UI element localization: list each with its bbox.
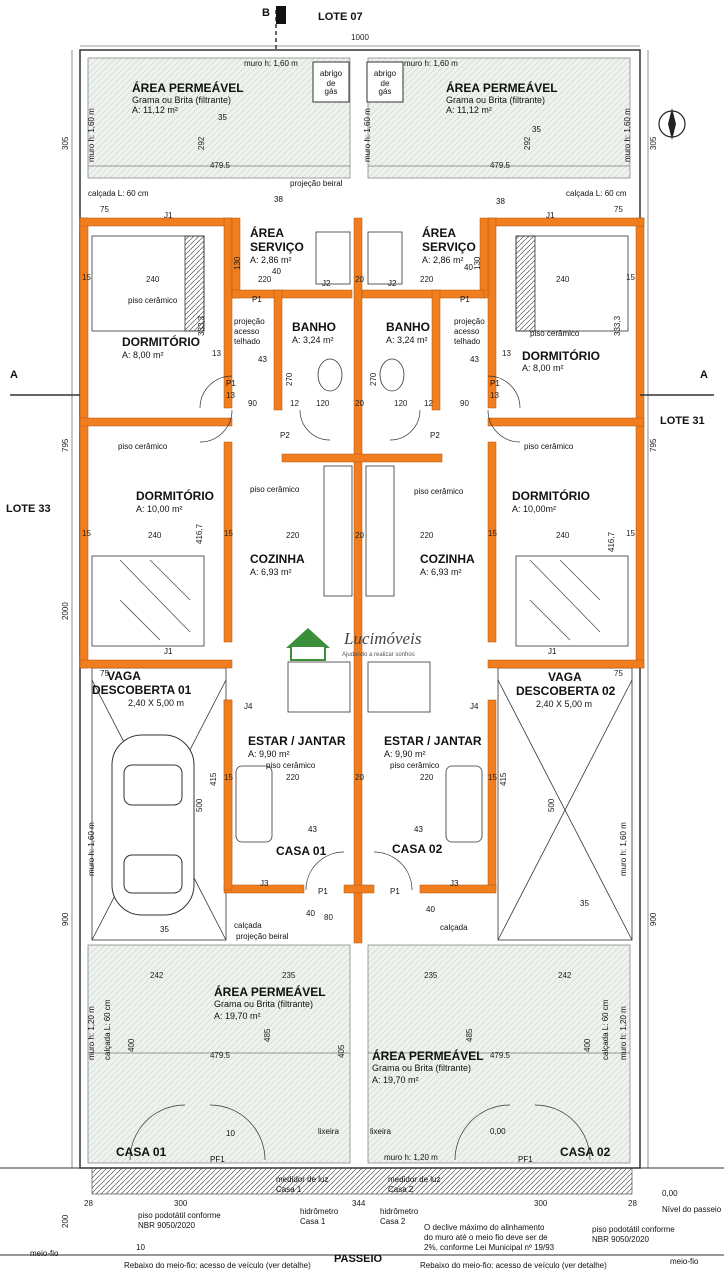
proj-acesso-left-3: telhado	[234, 337, 261, 346]
dim-292-a: 292	[197, 136, 206, 150]
projecao-bottom: projeção beiral	[236, 932, 289, 941]
medidor-1-a: medidor de luz	[276, 1175, 329, 1184]
muro-side-top-right: muro h: 1,60 m	[623, 108, 632, 162]
dim-15-b: 15	[626, 273, 635, 282]
tag-p1-f: P1	[390, 887, 400, 896]
section-b-marker: B	[262, 7, 270, 19]
tag-j3-a: J3	[260, 879, 269, 888]
park-right-l2: DESCOBERTA 02	[516, 684, 616, 698]
piso-kitchen-left: piso cerâmico	[250, 485, 300, 494]
calcada-side-right: calçada L: 60 cm	[601, 999, 610, 1060]
dim-900-a: 900	[61, 912, 70, 926]
perm-bot-left-sub: Grama ou Brita (filtrante)	[214, 999, 314, 1009]
dim-130-b: 130	[473, 256, 482, 270]
level-40-a: 40	[272, 267, 281, 276]
muro-top-left: muro h: 1,60 m	[244, 59, 298, 68]
perm-top-right-title: ÁREA PERMEÁVEL	[446, 81, 558, 95]
dim-900-b: 900	[649, 912, 658, 926]
dim-4795-bl: 479.5	[209, 1051, 231, 1060]
rebaixo-right: Rebaixo do meio-fio: acesso de veículo (ver detalhe)	[420, 1261, 607, 1270]
proj-acesso-left-2: acesso	[234, 327, 260, 336]
tag-p2-a: P2	[280, 431, 290, 440]
bath-left-area: A: 3,24 m²	[292, 335, 334, 345]
note-line-2: do muro até o meio fio deve ser de	[424, 1233, 548, 1242]
dorm1-right-title: DORMITÓRIO	[522, 349, 600, 363]
dim-15-f: 15	[488, 529, 497, 538]
hidrometro-1-a: hidrômetro	[300, 1207, 339, 1216]
dim-120-b: 120	[394, 399, 408, 408]
level-40-c: 40	[306, 909, 315, 918]
dorm2-left-area: A: 10,00 m²	[136, 504, 183, 514]
medidor-2-a: medidor de luz	[388, 1175, 441, 1184]
park-left-l1: VAGA	[107, 669, 141, 683]
dim-total-width: 1000	[351, 33, 369, 42]
piso-dorm1-right: piso cerâmico	[530, 329, 580, 338]
tag-pf1-a: PF1	[210, 1155, 225, 1164]
lot-top-label: LOTE 07	[318, 11, 363, 23]
piso-dorm1-left: piso cerâmico	[128, 296, 178, 305]
dim-15-c: 15	[82, 529, 91, 538]
dim-242-a: 242	[150, 971, 164, 980]
bath-right-area: A: 3,24 m²	[386, 335, 428, 345]
top-permeable-right	[368, 58, 630, 178]
gas-left-l1: abrigo	[319, 69, 343, 78]
dim-220-a: 220	[258, 275, 272, 284]
dim-220-d: 220	[420, 531, 434, 540]
dim-75-d: 75	[614, 669, 623, 678]
calcada-mid-left: calçada	[234, 921, 262, 930]
dim-240-a: 240	[146, 275, 160, 284]
dim-220-c: 220	[286, 531, 300, 540]
kitchen-right-area: A: 6,93 m²	[420, 567, 462, 577]
dim-4795-left: 479.5	[209, 161, 231, 170]
proj-acesso-right-3: telhado	[454, 337, 481, 346]
piso-kitchen-right: piso cerâmico	[414, 487, 464, 496]
dim-220-f: 220	[420, 773, 434, 782]
medidor-2-b: Casa 2	[388, 1185, 414, 1194]
dim-305-b: 305	[649, 136, 658, 150]
perm-top-right-sub: Grama ou Brita (filtrante)	[446, 95, 546, 105]
park-right-l1: VAGA	[548, 670, 582, 684]
piso-dorm2-right: piso cerâmico	[524, 442, 574, 451]
dim-485-a: 485	[263, 1028, 272, 1042]
gas-right-l1: abrigo	[373, 69, 397, 78]
dim-240-c: 240	[148, 531, 162, 540]
tag-p1-c: P1	[226, 379, 236, 388]
kitchen-left-title: COZINHA	[250, 552, 305, 566]
dim-300-a: 300	[174, 1199, 188, 1208]
piso-living-right: piso cerâmico	[390, 761, 440, 770]
level-000: 0,00	[490, 1127, 506, 1136]
level-35-d: 35	[580, 899, 589, 908]
muro-side-bot-left: muro h: 1,20 m	[87, 1006, 96, 1060]
gas-right-l3: gás	[378, 87, 392, 96]
note-line-1: O declive máximo do alinhamento	[424, 1223, 545, 1232]
tag-j1-d: J1	[548, 647, 557, 656]
park-left-l2: DESCOBERTA 01	[92, 683, 192, 697]
calcada-top-right: calçada L: 60 cm	[566, 189, 627, 198]
dim-20-d: 20	[355, 773, 364, 782]
dorm1-right-area: A: 8,00 m²	[522, 363, 564, 373]
dim-2000: 2000	[61, 602, 70, 620]
dim-305-a: 305	[61, 136, 70, 150]
bath-left-title: BANHO	[292, 320, 336, 334]
passeio-label: PASSEIO	[334, 1253, 383, 1265]
level-10-b: 10	[136, 1243, 145, 1252]
dim-15-h: 15	[488, 773, 497, 782]
level-35-a: 35	[218, 113, 227, 122]
living-right-area: A: 9,90 m²	[384, 749, 426, 759]
dim-242-b: 242	[558, 971, 572, 980]
service-left-l2: SERVIÇO	[250, 240, 304, 254]
dim-3333-b: 333,3	[613, 315, 622, 336]
level-40-d: 40	[426, 905, 435, 914]
tag-p1-b: P1	[460, 295, 470, 304]
podotactile-strip	[92, 1168, 632, 1194]
muro-side-top-center: muro h: 1,60 m	[363, 108, 372, 162]
proj-acesso-right-1: projeção	[454, 317, 485, 326]
bath-right-title: BANHO	[386, 320, 430, 334]
dim-500-a: 500	[195, 798, 204, 812]
dim-240-d: 240	[556, 531, 570, 540]
dim-75-b: 75	[614, 205, 623, 214]
lixeira-right: lixeira	[370, 1127, 391, 1136]
dim-130-a: 130	[233, 256, 242, 270]
dim-13-a: 13	[212, 349, 221, 358]
tag-p1-e: P1	[318, 887, 328, 896]
logo-tagline: Ajudando a realizar sonhos	[342, 652, 415, 658]
kitchen-left-area: A: 6,93 m²	[250, 567, 292, 577]
gas-right-l2: de	[380, 79, 390, 88]
dorm2-left-title: DORMITÓRIO	[136, 489, 214, 503]
tag-j4-a: J4	[244, 702, 253, 711]
dim-400-b: 400	[583, 1038, 592, 1052]
service-right-area: A: 2,86 m²	[422, 255, 464, 265]
dim-270-b: 270	[369, 372, 378, 386]
calcada-side-left: calçada L: 60 cm	[103, 999, 112, 1060]
dim-13-b: 13	[502, 349, 511, 358]
service-left-area: A: 2,86 m²	[250, 255, 292, 265]
living-left-area: A: 9,90 m²	[248, 749, 290, 759]
level-10-a: 10	[226, 1129, 235, 1138]
dim-415-a: 415	[209, 772, 218, 786]
level-43-d: 43	[414, 825, 423, 834]
service-left-l1: ÁREA	[250, 226, 285, 240]
hidrometro-2-b: Casa 2	[380, 1217, 406, 1226]
level-43-c: 43	[308, 825, 317, 834]
proj-acesso-left-1: projeção	[234, 317, 265, 326]
tag-j3-b: J3	[450, 879, 459, 888]
level-43-a: 43	[258, 355, 267, 364]
dim-415-b: 415	[499, 772, 508, 786]
dim-500-b: 500	[547, 798, 556, 812]
section-a-right-marker: A	[700, 369, 708, 381]
logo-house-icon	[286, 628, 330, 660]
dim-28-b: 28	[628, 1199, 637, 1208]
lixeira-left: lixeira	[318, 1127, 339, 1136]
house2-label: CASA 02	[392, 842, 443, 856]
calcada-mid-right: calçada	[440, 923, 468, 932]
tag-j1-a: J1	[164, 211, 173, 220]
dim-90-a: 90	[248, 399, 257, 408]
dim-20-c: 20	[355, 531, 364, 540]
dim-3333-a: 333,3	[197, 315, 206, 336]
dim-200: 200	[61, 1214, 70, 1228]
podo-right-b: NBR 9050/2020	[592, 1235, 649, 1244]
dim-485-b: 485	[465, 1028, 474, 1042]
proj-acesso-right-2: acesso	[454, 327, 480, 336]
service-right-l2: SERVIÇO	[422, 240, 476, 254]
level-40-b: 40	[464, 263, 473, 272]
muro-side-top-left: muro h: 1,60 m	[87, 108, 96, 162]
dim-15-d: 15	[626, 529, 635, 538]
dorm1-left-area: A: 8,00 m²	[122, 350, 164, 360]
dorm1-left-title: DORMITÓRIO	[122, 335, 200, 349]
perm-bot-right-sub: Grama ou Brita (filtrante)	[372, 1063, 472, 1073]
tag-p2-b: P2	[430, 431, 440, 440]
dim-795-a: 795	[61, 438, 70, 452]
park-left-size: 2,40 X 5,00 m	[128, 698, 185, 708]
dim-400-a: 400	[127, 1038, 136, 1052]
level-38-a: 38	[274, 195, 283, 204]
perm-bot-right-area: A: 19,70 m²	[372, 1075, 419, 1085]
dim-235-b: 235	[424, 971, 438, 980]
dim-4795-right: 479.5	[489, 161, 511, 170]
gas-left-l2: de	[326, 79, 336, 88]
tag-j1-b: J1	[546, 211, 555, 220]
podo-right-a: piso podotátil conforme	[592, 1225, 675, 1234]
dim-12-b: 12	[424, 399, 433, 408]
house1-label: CASA 01	[276, 844, 327, 858]
rebaixo-left: Rebaixo do meio-fio: acesso de veículo (ver detalhe)	[124, 1261, 311, 1270]
living-left-title: ESTAR / JANTAR	[248, 734, 346, 748]
tag-j2-a: J2	[322, 279, 331, 288]
dim-12-a: 12	[290, 399, 299, 408]
park-right-size: 2,40 X 5,00 m	[536, 699, 593, 709]
muro-side-mid-right: muro h: 1,60 m	[619, 822, 628, 876]
parking-left	[92, 668, 226, 940]
level-38-b: 38	[496, 197, 505, 206]
dim-15-e: 15	[224, 529, 233, 538]
dorm2-right-area: A: 10,00m²	[512, 504, 557, 514]
section-a-left-marker: A	[10, 369, 18, 381]
hidrometro-1-b: Casa 1	[300, 1217, 326, 1226]
medidor-1-b: Casa 1	[276, 1185, 302, 1194]
tag-pf1-b: PF1	[518, 1155, 533, 1164]
dim-4167-a: 416,7	[195, 523, 204, 544]
perm-top-right-area: A: 11,12 m²	[446, 105, 492, 115]
dim-15-a: 15	[82, 273, 91, 282]
perm-top-left-area: A: 11,12 m²	[132, 105, 178, 115]
tag-p1-a: P1	[252, 295, 262, 304]
dim-300-b: 300	[534, 1199, 548, 1208]
piso-dorm2-left: piso cerâmico	[118, 442, 168, 451]
podo-left-a: piso podotátil conforme	[138, 1211, 221, 1220]
living-right-title: ESTAR / JANTAR	[384, 734, 482, 748]
kitchen-right-title: COZINHA	[420, 552, 475, 566]
perm-bot-left-area: A: 19,70 m²	[214, 1011, 261, 1021]
dorm2-right-title: DORMITÓRIO	[512, 489, 590, 503]
level-43-b: 43	[470, 355, 479, 364]
north-arrow-icon	[659, 108, 685, 140]
dim-344: 344	[352, 1199, 366, 1208]
nivel-label: Nível do passeio	[662, 1205, 722, 1214]
muro-side-mid-left: muro h: 1,60 m	[87, 822, 96, 876]
dim-15-g: 15	[224, 773, 233, 782]
muro-front: muro h: 1,20 m	[384, 1153, 438, 1162]
dim-80: 80	[324, 913, 333, 922]
dim-4167-b: 416,7	[607, 531, 616, 552]
podo-left-b: NBR 9050/2020	[138, 1221, 195, 1230]
dim-220-b: 220	[420, 275, 434, 284]
hidrometro-2-a: hidrômetro	[380, 1207, 419, 1216]
dim-292-b: 292	[523, 136, 532, 150]
dim-28-a: 28	[84, 1199, 93, 1208]
dim-120-a: 120	[316, 399, 330, 408]
service-right-l1: ÁREA	[422, 226, 457, 240]
dim-75-a: 75	[100, 205, 109, 214]
nivel-value: 0,00	[662, 1189, 678, 1198]
dim-75-c: 75	[100, 669, 109, 678]
dim-20-a: 20	[355, 399, 364, 408]
dim-13-c: 13	[226, 391, 235, 400]
dim-405: 405	[337, 1044, 346, 1058]
tag-p1-d: P1	[490, 379, 500, 388]
tag-j2-b: J2	[388, 279, 397, 288]
gas-left-l3: gás	[324, 87, 338, 96]
note-line-3: 2%, conforme Lei Municipal nº 19/93	[424, 1243, 555, 1252]
muro-top-right: muro h: 1,60 m	[404, 59, 458, 68]
level-35-c: 35	[160, 925, 169, 934]
meio-fio-left: meio-fio	[30, 1249, 59, 1258]
perm-top-left-title: ÁREA PERMEÁVEL	[132, 81, 244, 95]
calcada-top-left: calçada L: 60 cm	[88, 189, 149, 198]
dim-270-a: 270	[285, 372, 294, 386]
dim-13-d: 13	[490, 391, 499, 400]
dim-4795-br: 479.5	[489, 1051, 511, 1060]
level-35-b: 35	[532, 125, 541, 134]
dim-235-a: 235	[282, 971, 296, 980]
lot-left-label: LOTE 33	[6, 503, 51, 515]
tag-j1-c: J1	[164, 647, 173, 656]
tag-j4-b: J4	[470, 702, 479, 711]
muro-side-bot-right: muro h: 1,20 m	[619, 1006, 628, 1060]
projecao-top: projeção beiral	[290, 179, 343, 188]
dim-20-b: 20	[355, 275, 364, 284]
dim-240-b: 240	[556, 275, 570, 284]
lot-right-label: LOTE 31	[660, 415, 705, 427]
logo-name: Lucimóveis	[344, 629, 422, 648]
perm-bot-right-title: ÁREA PERMEÁVEL	[372, 1049, 484, 1063]
perm-bot-left-title: ÁREA PERMEÁVEL	[214, 985, 326, 999]
piso-living-left: piso cerâmico	[266, 761, 316, 770]
casa02-front-label: CASA 02	[560, 1145, 611, 1159]
dim-795-b: 795	[649, 438, 658, 452]
perm-top-left-sub: Grama ou Brita (filtrante)	[132, 95, 232, 105]
dim-220-e: 220	[286, 773, 300, 782]
casa01-front-label: CASA 01	[116, 1145, 167, 1159]
dim-90-b: 90	[460, 399, 469, 408]
meio-fio-right: meio-fio	[670, 1257, 699, 1266]
